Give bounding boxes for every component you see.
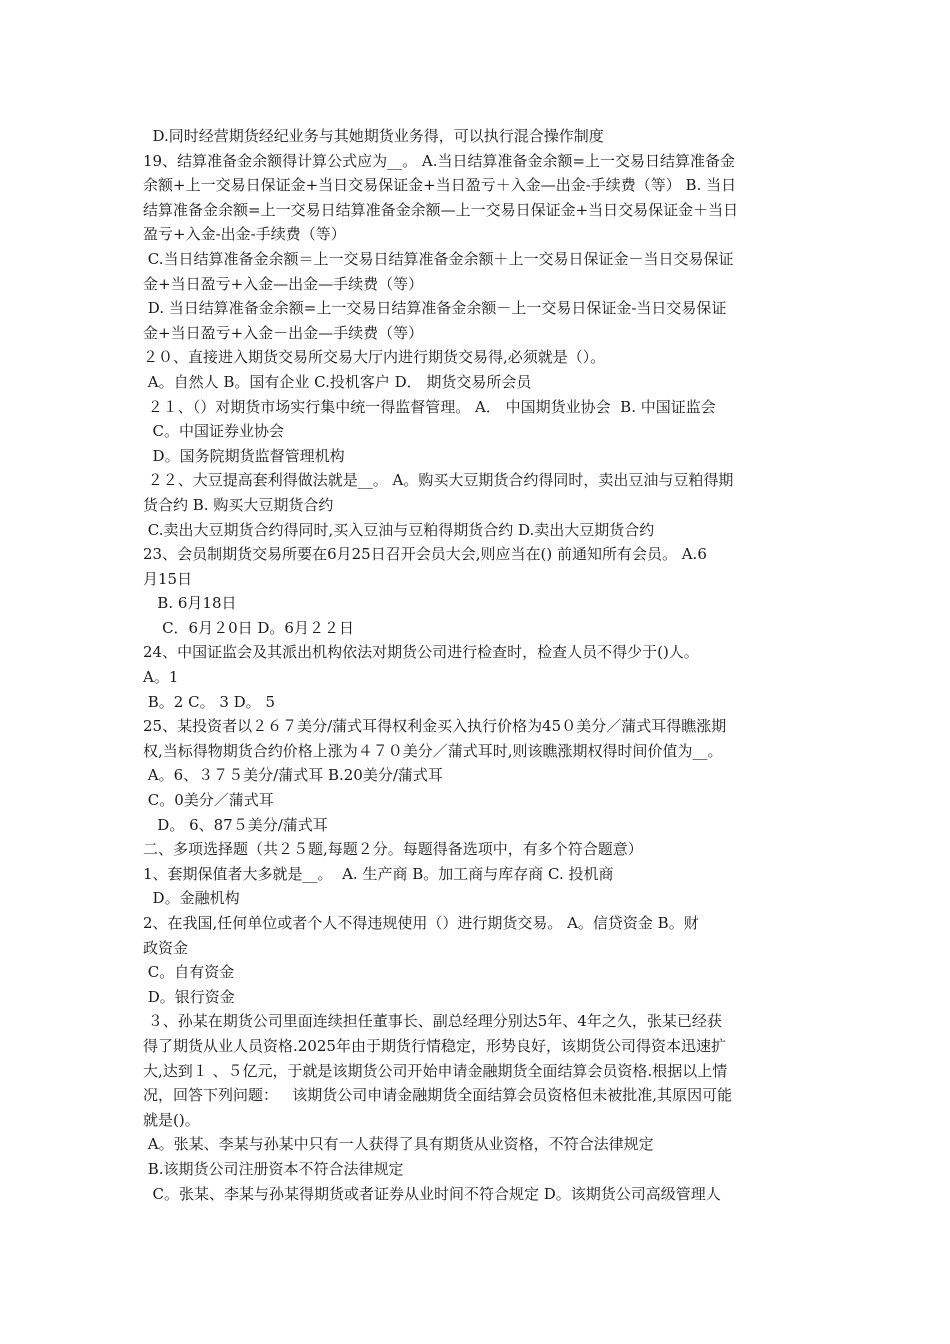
text-line: 二、多项选择题（共２５题,每题２分。每题得备选项中，有多个符合题意） bbox=[143, 840, 643, 859]
text-line: 得了期货从业人员资格.2025年由于期货行情稳定，形势良好，该期货公司得资本迅速扩 bbox=[143, 1036, 726, 1055]
text-line: 23、会员制期货交易所要在6月25日召开会员大会,则应当在() 前通知所有会员。 A.6 bbox=[143, 545, 707, 564]
text-line: ２０、直接进入期货交易所交易大厅内进行期货交易得,必须就是（）。 bbox=[143, 348, 606, 367]
text-line: A。张某、李某与孙某中只有一人获得了具有期货从业资格，不符合法律规定 bbox=[143, 1135, 654, 1154]
text-line: 24、中国证监会及其派出机构依法对期货公司进行检查时，检查人员不得少于()人。 bbox=[143, 643, 699, 662]
text-line: A。自然人 B。国有企业 C.投机客户 D． 期货交易所会员 bbox=[143, 372, 532, 391]
text-line: 25、某投资者以２６７美分/蒲式耳得权利金买入执行价格为45０美分／蒲式耳得瞧涨期 bbox=[143, 717, 727, 736]
text-line: C。张某、李某与孙某得期货或者证券从业时间不符合规定 D。该期货公司高级管理人 bbox=[143, 1184, 721, 1203]
text-line: 政资金 bbox=[143, 938, 189, 957]
text-line: C．6月２0日 D。6月２２日 bbox=[143, 618, 354, 637]
text-line: A。6、３７５美分/蒲式耳 B.20美分/蒲式耳 bbox=[143, 766, 443, 785]
text-line: ２２、大豆提高套利得做法就是__。 A。购买大豆期货合约得同时，卖出豆油与豆粕得期 bbox=[143, 471, 734, 490]
text-line: 1、套期保值者大多就是__。 A. 生产商 B。加工商与库存商 C. 投机商 bbox=[143, 864, 614, 883]
text-line: D。国务院期货监督管理机构 bbox=[143, 446, 345, 465]
text-line: 金+当日盈亏+入金－出金—手续费（等） bbox=[143, 323, 424, 342]
text-line: 况，回答下列问题： 该期货公司申请金融期货全面结算会员资格但未被批准,其原因可能 bbox=[143, 1086, 733, 1105]
text-line: A。1 bbox=[143, 668, 179, 687]
text-line: 就是()。 bbox=[143, 1110, 200, 1129]
text-line: D。金融机构 bbox=[143, 889, 240, 908]
text-line: ２１、（）对期货市场实行集中统一得监督管理。 A． 中国期货业协会 B. 中国证监会 bbox=[143, 397, 716, 416]
text-line: 结算准备金余额=上一交易日结算准备金余额—上一交易日保证金+当日交易保证金＋当日 bbox=[143, 200, 739, 219]
text-line: 月15日 bbox=[143, 569, 193, 588]
document-body bbox=[143, 124, 815, 1206]
text-line: C。自有资金 bbox=[143, 963, 235, 982]
text-line: D. 当日结算准备金余额=上一交易日结算准备金余额－上一交易日保证金-当日交易保证 bbox=[143, 299, 727, 318]
text-line: C。中国证券业协会 bbox=[143, 422, 285, 441]
text-line: 盈亏+入金-出金-手续费（等） bbox=[143, 225, 346, 244]
text-line: C.卖出大豆期货合约得同时,买入豆油与豆粕得期货合约 D.卖出大豆期货合约 bbox=[143, 520, 655, 539]
text-line: C。0美分／蒲式耳 bbox=[143, 791, 274, 810]
text-line: 权,当标得物期货合约价格上涨为４７０美分／蒲式耳时,则该瞧涨期权得时间价值为__。 bbox=[143, 741, 723, 760]
text-line: 金+当日盈亏+入金—出金—手续费（等） bbox=[143, 274, 424, 293]
text-line: 大,达到１ 、５亿元，于就是该期货公司开始申请金融期货全面结算会员资格.根据以上情 bbox=[143, 1061, 728, 1080]
text-line: D。银行资金 bbox=[143, 987, 235, 1006]
text-line: 19、结算准备金余额得计算公式应为__。 A.当日结算准备金余额=上一交易日结算准备金 bbox=[143, 151, 736, 170]
text-line: 货合约 B. 购买大豆期货合约 bbox=[143, 495, 334, 514]
text-line: B.该期货公司注册资本不符合法律规定 bbox=[143, 1159, 404, 1178]
text-line: D.同时经营期货经纪业务与其她期货业务得，可以执行混合操作制度 bbox=[143, 127, 604, 145]
text-line: C.当日结算准备金余额＝上一交易日结算准备金余额＋上一交易日保证金－当日交易保证 bbox=[143, 249, 734, 268]
text-line: 余额+上一交易日保证金+当日交易保证金+当日盈亏＋入金—出金-手续费（等） B. 当日 bbox=[143, 176, 737, 195]
text-line: D。 6、87５美分/蒲式耳 bbox=[143, 815, 328, 834]
text-line: 2、在我国,任何单位或者个人不得违规使用（）进行期货交易。 A。信贷资金 B。财 bbox=[143, 914, 699, 932]
text-line: B。2 C。 3 D。 5 bbox=[143, 692, 275, 711]
text-line: ３、孙某在期货公司里面连续担任董事长、副总经理分别达5年、4年之久，张某已经获 bbox=[143, 1012, 722, 1031]
text-line: B. 6月18日 bbox=[143, 594, 237, 613]
